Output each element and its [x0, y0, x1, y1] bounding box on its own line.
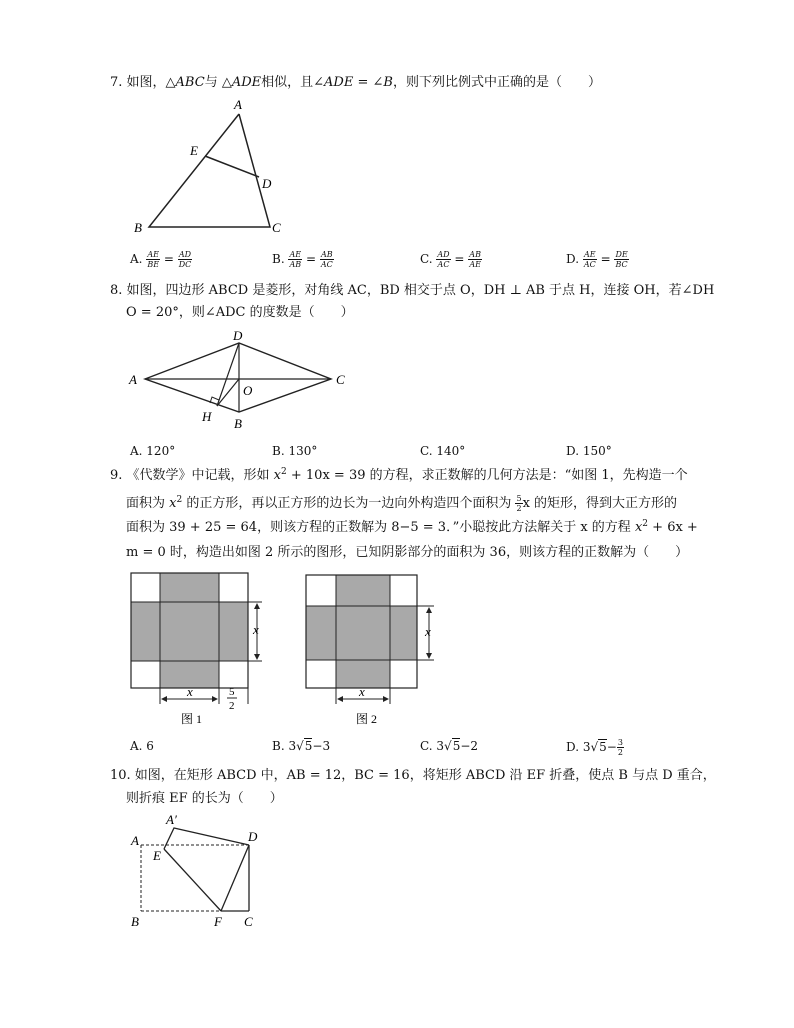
q9-option-c[interactable]: C. 3√5−2 [420, 739, 479, 753]
q8-stem-line2: O = 20°，则∠ADC 的度数是（ ） [126, 305, 354, 320]
q10-stem-line1: 10. 如图，在矩形 ABCD 中，AB = 12，BC = 16，将矩形 ABCD 沿 EF 折叠，使点 B 与点 D 重合， [110, 768, 716, 783]
q8-option-d[interactable]: D. 150° [566, 444, 612, 458]
q9-figure-2 [300, 568, 460, 728]
q10-label-f: F [214, 914, 222, 929]
q9-fig1-x-bottom: x [187, 684, 193, 699]
q8-label-a: A [129, 372, 137, 387]
q7-stem: 7. 如图，△ABC与 △ADE相似，且∠ADE = ∠B，则下列比例式中正确的是（ ） [110, 75, 601, 90]
q8-label-o: O [243, 383, 253, 398]
q10-label-c: C [244, 914, 253, 929]
q10-label-a: A [131, 833, 139, 848]
q9-fig1-frac-num: 5 [229, 686, 235, 698]
q8-option-b[interactable]: B. 130° [272, 444, 318, 458]
q7-label-a: A [234, 97, 242, 112]
q9-figure-1 [125, 568, 285, 728]
q9-fig2-caption: 图 2 [356, 712, 378, 726]
q9-option-d[interactable]: D. 3√5− $\frac{3}{2}$ [566, 738, 623, 757]
q8-stem-line1: 8. 如图，四边形 ABCD 是菱形，对角线 AC，BD 相交于点 O，DH ⊥ AB 于点 H，连接 OH，若∠DH [110, 283, 715, 298]
q8-label-d: D [233, 328, 243, 343]
q7-label-d: D [262, 176, 272, 191]
q7-option-c[interactable]: C. $\frac{AD}{AC}$ = $\frac{AB}{AE}$ [420, 250, 481, 269]
q8-label-b: B [234, 416, 242, 431]
q10-label-e: E [153, 848, 161, 863]
q8-option-c[interactable]: C. 140° [420, 444, 466, 458]
q9-stem-line3: 面积为 39 + 25 = 64，则该方程的正数解为 8−5 = 3．”小聪按此方法解关于 x 的方程 $x^2 + 6x$ + [126, 519, 698, 535]
q10-stem-line2: 则折痕 EF 的长为（ ） [126, 791, 283, 806]
q9-fig1-caption: 图 1 [181, 712, 203, 726]
q9-fig2-x-right: x [425, 624, 431, 639]
q9-stem-line2: 面积为 $x^2$ 的正方形，再以正方形的边长为一边向外构造四个面积为 $\frac{5}{2}$ x 的矩形，得到大正方形的 [126, 494, 678, 513]
q10-label-b: B [131, 914, 139, 929]
q7-option-a[interactable]: A. $\frac{AE}{BE}$ = $\frac{AD}{DC}$ [130, 250, 192, 269]
q8-option-a[interactable]: A. 120° [130, 444, 176, 458]
q9-option-a[interactable]: A. 6 [130, 739, 154, 753]
q9-stem-line1: 9. 《代数学》中记载，形如 $x^2 + 10x = 39$ 的方程，求正数解的几何方法是：“如图 1，先构造一个 [110, 467, 688, 483]
q8-rhombus-figure [122, 325, 362, 435]
q7-triangle-figure [125, 92, 295, 242]
q10-rectangle-figure [125, 808, 275, 933]
q7-label-c: C [272, 220, 281, 235]
q7-option-b[interactable]: B. $\frac{AE}{AB}$ = $\frac{AB}{AC}$ [272, 250, 333, 269]
q8-label-c: C [336, 372, 345, 387]
q9-stem-line4: m = 0 时，构造出如图 2 所示的图形，已知阴影部分的面积为 36，则该方程的正数解为（ ） [126, 545, 689, 560]
q9-option-b[interactable]: B. 3√5−3 [272, 739, 331, 753]
q9-fig2-x-bottom: x [359, 684, 365, 699]
q7-label-b: B [134, 220, 142, 235]
q10-label-a-prime: A′ [166, 812, 177, 827]
q10-label-d: D [248, 829, 258, 844]
q8-label-h: H [202, 409, 212, 424]
q9-fig1-frac-den: 2 [229, 700, 235, 712]
q7-label-e: E [190, 143, 198, 158]
q9-fig1-x-right: x [253, 622, 259, 637]
q7-option-d[interactable]: D. $\frac{AE}{AC}$ = $\frac{DE}{BC}$ [566, 250, 628, 269]
